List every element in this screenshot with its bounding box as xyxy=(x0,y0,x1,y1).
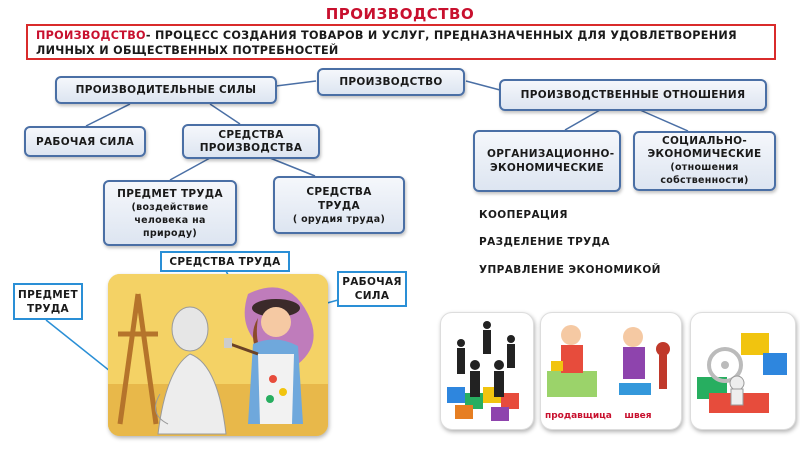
business-people-drawing xyxy=(441,313,533,429)
callout-object-labor: ПРЕДМЕТ ТРУДА xyxy=(13,283,83,320)
node-productive-forces xyxy=(55,76,277,104)
node-means-labor xyxy=(273,176,405,234)
definition-term: ПРОИЗВОДСТВО xyxy=(36,29,146,42)
node-labor-force xyxy=(24,126,146,157)
workers-drawing xyxy=(541,313,681,413)
node-production-relations xyxy=(499,79,767,111)
artist-illustration xyxy=(108,274,328,436)
node-object-labor-title: ПРЕДМЕТ ТРУДА xyxy=(117,187,223,200)
artist-drawing xyxy=(108,274,328,436)
node-social-econ-title: СОЦИАЛЬНО-ЭКОНОМИЧЕСКИЕ xyxy=(647,135,762,160)
node-labor-force-label: РАБОЧАЯ СИЛА xyxy=(35,135,135,148)
node-production xyxy=(317,68,465,96)
node-object-labor-sub: (воздействие человека на природу) xyxy=(131,201,209,239)
division-labor-photo xyxy=(540,312,682,430)
node-object-labor xyxy=(103,180,237,246)
org-list-item: РАЗДЕЛЕНИЕ ТРУДА xyxy=(479,236,610,248)
cooperation-photo xyxy=(440,312,534,430)
definition-box xyxy=(26,24,776,60)
page-title: ПРОИЗВОДСТВО xyxy=(325,5,475,23)
puzzle-wheel-drawing xyxy=(691,313,795,429)
node-production-relations-label: ПРОИЗВОДСТВЕННЫЕ ОТНОШЕНИЯ xyxy=(520,89,746,101)
node-means-labor-title: СРЕДСТВА ТРУДА xyxy=(306,185,372,212)
caption-seamstress: швея xyxy=(624,411,652,421)
node-means-production-label: СРЕДСТВА ПРОИЗВОДСТВА xyxy=(199,128,303,154)
caption-seller: продавщица xyxy=(545,411,612,421)
node-means-labor-sub: ( орудия труда) xyxy=(292,213,386,225)
management-photo xyxy=(690,312,796,430)
org-list-item: КООПЕРАЦИЯ xyxy=(479,209,568,221)
callout-labor-force: РАБОЧАЯ СИЛА xyxy=(337,271,407,307)
definition-text: - ПРОЦЕСС СОЗДАНИЯ ТОВАРОВ И УСЛУГ, ПРЕДНАЗНАЧЕННЫХ ДЛЯ УДОВЛЕТВОРЕНИЯ ЛИЧНЫХ И ОБЩЕСТВЕННЫХ ПОТРЕБНОСТЕЙ xyxy=(36,29,737,57)
node-social-econ xyxy=(633,131,776,191)
node-means-production xyxy=(182,124,320,159)
org-list-item: УПРАВЛЕНИЕ ЭКОНОМИКОЙ xyxy=(479,264,661,276)
node-productive-forces-label: ПРОИЗВОДИТЕЛЬНЫЕ СИЛЫ xyxy=(75,84,257,96)
node-social-econ-sub: (отношения собственности) xyxy=(660,162,749,186)
node-production-label: ПРОИЗВОДСТВО xyxy=(339,76,443,88)
node-org-econ-label: ОРГАНИЗАЦИОННО-ЭКОНОМИЧЕСКИЕ xyxy=(487,148,615,174)
node-org-econ xyxy=(473,130,621,192)
callout-means-labor: СРЕДСТВА ТРУДА xyxy=(160,251,290,272)
